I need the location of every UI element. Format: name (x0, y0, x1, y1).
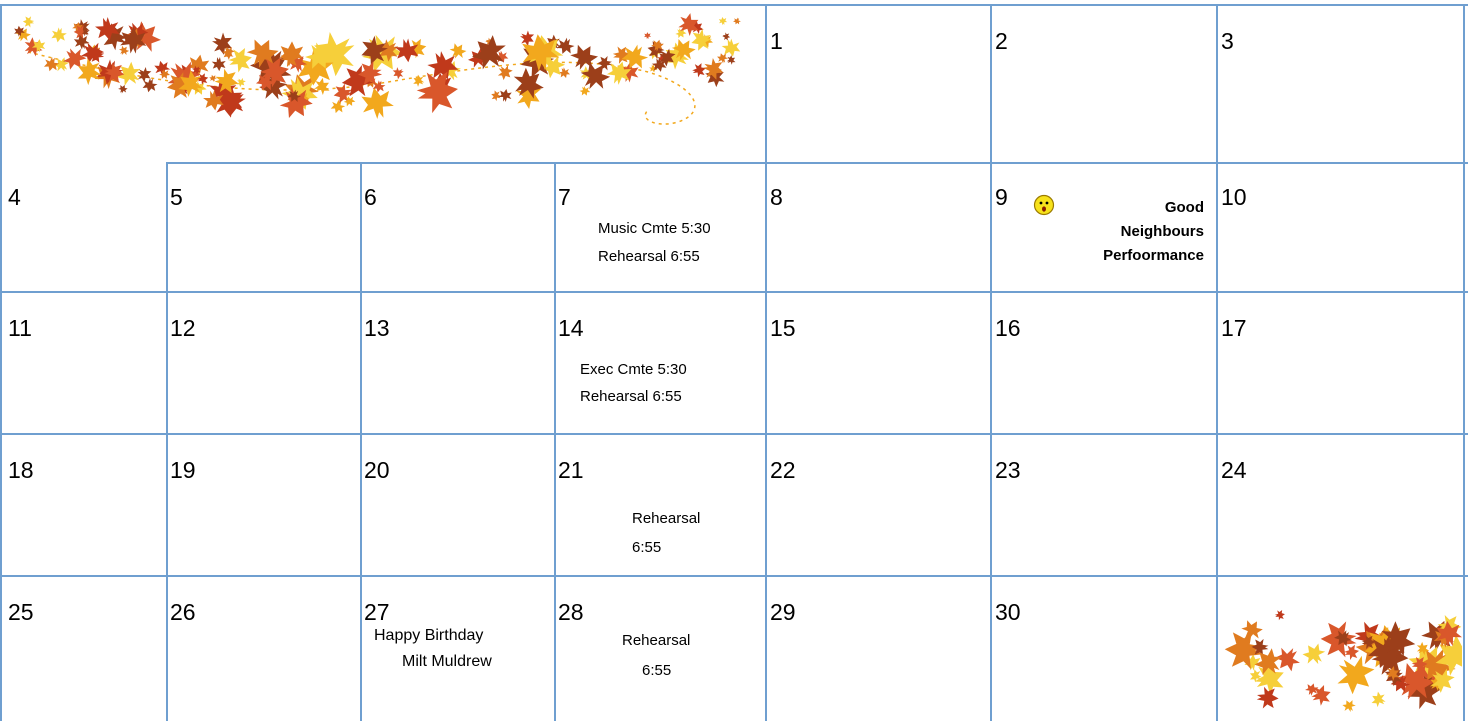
day-number: 15 (770, 315, 796, 341)
day-cell-4[interactable] (8, 164, 164, 289)
day-number: 12 (170, 315, 196, 341)
leaf-shape (117, 44, 130, 57)
day-number: 4 (8, 184, 21, 210)
day-number: 22 (770, 457, 796, 483)
leaf-shape (578, 84, 591, 97)
day-number: 21 (558, 457, 584, 483)
day-number: 9 (995, 184, 1008, 210)
event-text: Rehearsal (632, 510, 701, 527)
leaf-shape (23, 16, 35, 28)
event-text: 6:55 (642, 662, 672, 679)
day-cell-11[interactable] (8, 295, 164, 431)
day-number: 1 (770, 28, 783, 54)
day-number: 11 (8, 315, 32, 341)
event-text: Rehearsal (622, 632, 691, 649)
event-text: Rehearsal 6:55 (580, 388, 682, 405)
day-cell-1[interactable] (770, 8, 988, 160)
leaf-shape (1274, 609, 1286, 621)
leaf-shape (732, 16, 742, 26)
day-cell-8[interactable] (770, 164, 988, 289)
event-text: Good (1164, 199, 1204, 216)
day-number: 6 (364, 184, 377, 210)
event-text: Music Cmte 5:30 (598, 220, 711, 237)
day-cell-24[interactable] (1221, 437, 1461, 573)
leaf-shape (1343, 644, 1360, 661)
event-text: Rehearsal 6:55 (598, 248, 700, 265)
event-text: Perfoormance (1103, 247, 1204, 264)
day-cell-30[interactable] (995, 579, 1214, 721)
leaf-shape (1299, 639, 1329, 669)
day-cell-27[interactable] (364, 579, 552, 721)
event-text: Neighbours (1120, 223, 1204, 240)
day-number: 28 (558, 599, 584, 625)
leaf-shape (1256, 686, 1279, 709)
event-text: Milt Muldrew (402, 653, 492, 670)
leaf-shape (212, 57, 227, 72)
day-cell-5[interactable] (170, 164, 358, 289)
leaf-shape (716, 52, 729, 65)
day-cell-12[interactable] (170, 295, 358, 431)
day-cell-23[interactable] (995, 437, 1214, 573)
day-cell-26[interactable] (170, 579, 358, 721)
day-number: 27 (364, 599, 390, 625)
day-number: 24 (1221, 457, 1247, 483)
day-number: 5 (170, 184, 183, 210)
day-cell-10[interactable] (1221, 164, 1461, 289)
day-number: 18 (8, 457, 34, 483)
leaf-shape (1341, 698, 1358, 715)
leaf-shape (117, 83, 129, 95)
day-number: 19 (170, 457, 196, 483)
day-cell-18[interactable] (8, 437, 164, 573)
leaf-shape (718, 16, 727, 25)
day-cell-14[interactable] (558, 295, 763, 431)
day-number: 8 (770, 184, 783, 210)
day-cell-22[interactable] (770, 437, 988, 573)
day-number: 23 (995, 457, 1021, 483)
day-number: 10 (1221, 184, 1247, 210)
day-cell-17[interactable] (1221, 295, 1461, 431)
day-number: 25 (8, 599, 34, 625)
leaf-shape (721, 37, 742, 58)
day-cell-21[interactable] (558, 437, 763, 573)
day-number: 20 (364, 457, 390, 483)
day-cell-7[interactable] (558, 164, 763, 289)
day-cell-9[interactable] (995, 164, 1214, 289)
day-cell-29[interactable] (770, 579, 988, 721)
day-cell-15[interactable] (770, 295, 988, 431)
leaf-shape (1369, 690, 1389, 710)
day-cell-13[interactable] (364, 295, 552, 431)
event-text: Happy Birthday (374, 627, 484, 644)
day-number: 30 (995, 599, 1021, 625)
leaf-shape (725, 54, 737, 66)
surprised-face-icon (1033, 194, 1055, 216)
leaf-shape (722, 32, 731, 41)
leaf-shape (208, 30, 236, 58)
leaf-shape (498, 88, 513, 103)
day-number: 2 (995, 28, 1008, 54)
day-number: 13 (364, 315, 390, 341)
day-cell-3[interactable] (1221, 8, 1461, 160)
day-number: 3 (1221, 28, 1234, 54)
autumn-leaves-banner (8, 12, 753, 142)
day-cell-28[interactable] (558, 579, 763, 721)
leaf-shape (329, 98, 346, 115)
leaf-shape (644, 32, 651, 39)
leaf-shape (390, 65, 406, 81)
day-number: 26 (170, 599, 196, 625)
day-cell-16[interactable] (995, 295, 1214, 431)
day-number: 7 (558, 184, 571, 210)
event-text: 6:55 (632, 539, 662, 556)
day-number: 14 (558, 315, 584, 341)
day-cell-25[interactable] (8, 579, 164, 721)
day-number: 16 (995, 315, 1021, 341)
day-number: 17 (1221, 315, 1247, 341)
day-cell-2[interactable] (995, 8, 1214, 160)
autumn-leaves-corner (1222, 600, 1462, 721)
event-text: Exec Cmte 5:30 (580, 361, 687, 378)
leaf-shape (13, 25, 33, 45)
day-cell-6[interactable] (364, 164, 552, 289)
day-cell-20[interactable] (364, 437, 552, 573)
day-number: 29 (770, 599, 796, 625)
leaf-shape (50, 26, 67, 43)
day-cell-19[interactable] (170, 437, 358, 573)
